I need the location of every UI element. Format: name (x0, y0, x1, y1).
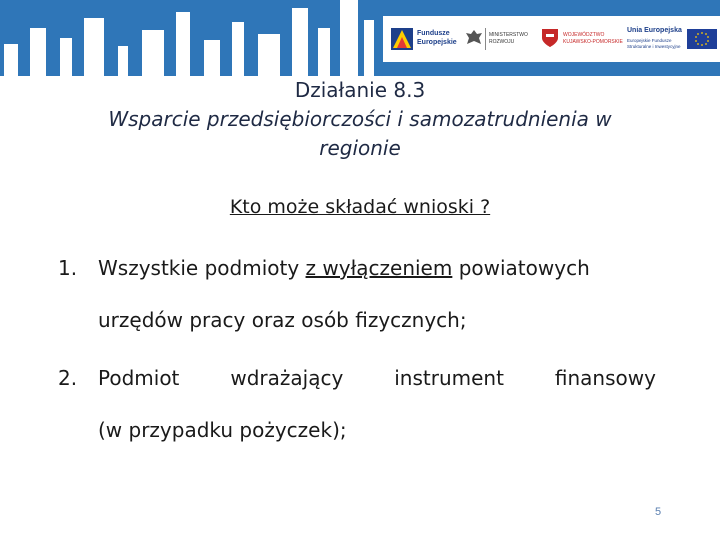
ministry-logo (465, 16, 535, 62)
region-logo (541, 16, 623, 62)
decor-block (258, 34, 280, 76)
decor-block (4, 44, 18, 76)
page-number: 5 (654, 506, 662, 518)
item-word: instrument (394, 366, 504, 390)
title-line-1: Działanie 8.3 (294, 78, 426, 102)
item-word: Podmiot (98, 366, 180, 390)
regional-crest-icon (541, 28, 559, 48)
ministry-line2: ROZWOJU (489, 39, 515, 45)
eu-logo (623, 16, 718, 62)
fe-line2: Europejskie (417, 39, 457, 46)
title-line-2: Wsparcie przedsiębiorczości i samozatrudnienia w (108, 107, 612, 131)
item-number: 1. (58, 256, 78, 280)
ministry-line1: MINISTERSTWO (489, 32, 528, 38)
title-line-3: regionie (319, 136, 401, 160)
logo-strip (383, 16, 720, 62)
eu-line2: Strukturalne i Inwestycyjne (627, 44, 681, 49)
eu-title: Unia Europejska (627, 27, 682, 34)
region-line2: KUJAWSKO-POMORSKIE (563, 39, 623, 45)
item-text-post: powiatowych (452, 256, 590, 280)
decor-block (60, 38, 72, 76)
list-item (58, 256, 668, 336)
item-line-1 (98, 366, 656, 390)
eu-flag-icon (687, 29, 717, 49)
item-word: wdrażający (230, 366, 344, 390)
divider (485, 28, 486, 50)
decor-block (340, 0, 358, 76)
question-heading (0, 196, 720, 218)
decor-block (204, 40, 220, 76)
decor-block (142, 30, 164, 76)
decor-block (118, 46, 128, 76)
question-text: Kto może składać wnioski ? (229, 196, 491, 218)
fe-mark-icon (391, 28, 413, 50)
item-text-underlined: z wyłączeniem (305, 256, 453, 280)
decor-block (84, 18, 104, 76)
list-item (58, 366, 668, 446)
item-word: finansowy (554, 366, 656, 390)
eagle-emblem-icon (465, 28, 483, 48)
decor-block (176, 12, 190, 76)
region-line1: WOJEWÓDZTWO (563, 32, 605, 38)
item-text-pre: Wszystkie podmioty (98, 256, 306, 280)
slide-title (0, 76, 720, 163)
decor-block (232, 22, 244, 76)
decor-block (30, 28, 46, 76)
item-number: 2. (58, 366, 78, 390)
decor-block (364, 20, 374, 76)
decor-block (292, 8, 308, 76)
item-line-1 (98, 256, 590, 280)
header-band (0, 0, 720, 76)
decor-block (318, 28, 330, 76)
fe-line1: Fundusze (417, 30, 450, 37)
item-line-2: urzędów pracy oraz osób fizycznych; (98, 308, 467, 332)
item-line-2: (w przypadku pożyczek); (98, 418, 347, 442)
fe-logo (391, 16, 461, 62)
eu-line1: Europejskie Fundusze (627, 38, 672, 43)
